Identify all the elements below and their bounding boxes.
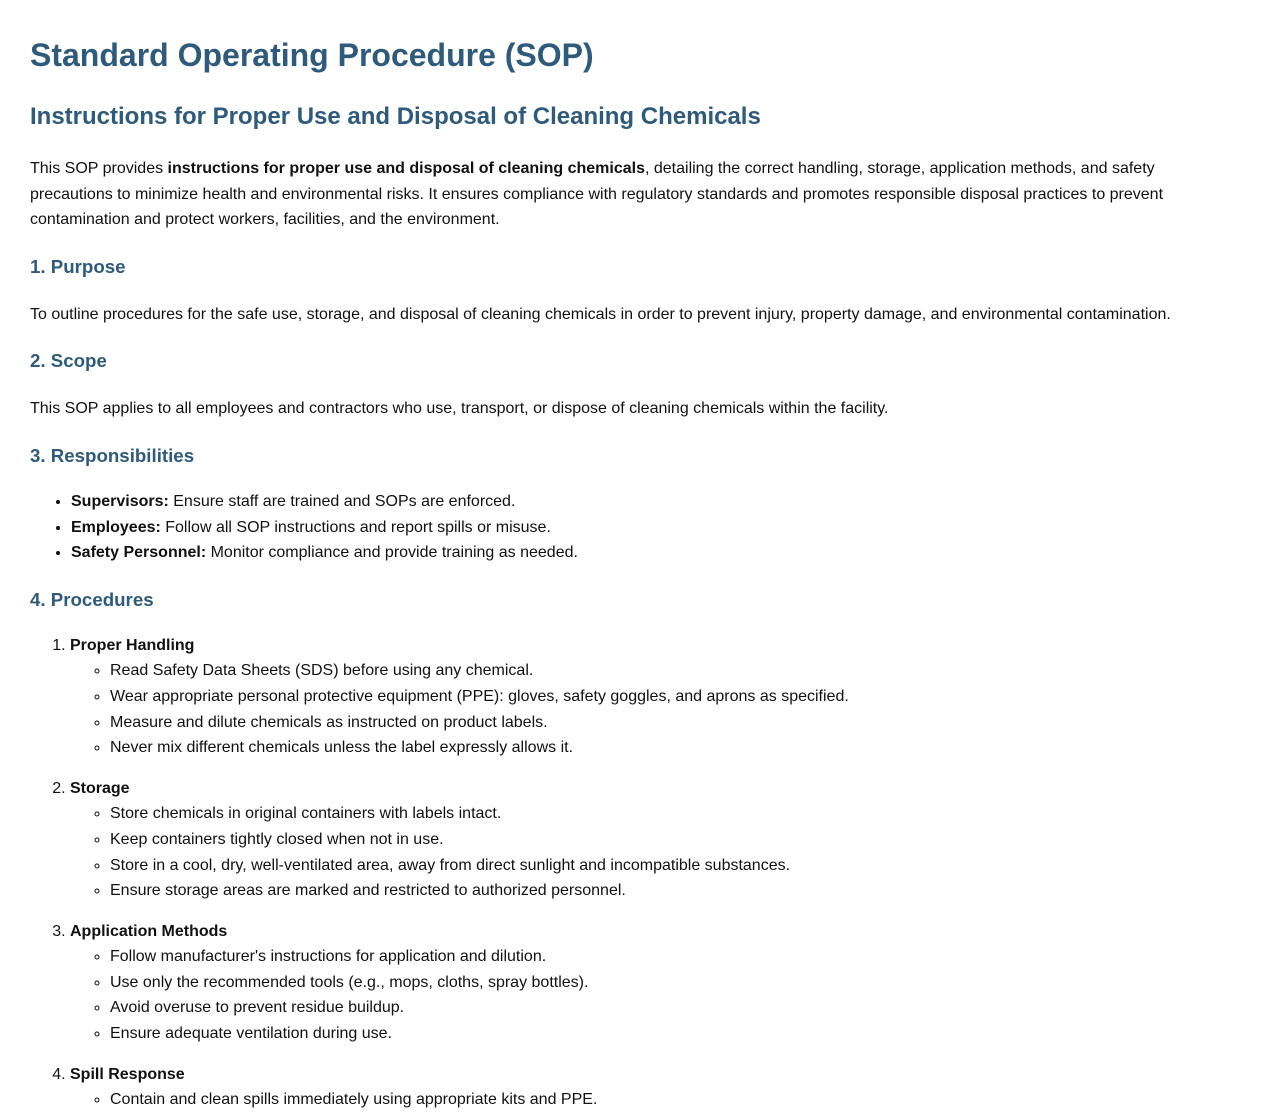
scope-heading: 2. Scope [30,350,107,372]
purpose-text: To outline procedures for the safe use, storage, and disposal of cleaning chemicals in order to prevent injury, property damage, and environmental contamination. [30,305,1171,323]
procedure-substeps [70,801,1233,903]
responsibility-text: Monitor compliance and provide training as needed. [206,544,578,562]
list-item: ◦ Store chemicals in original containers with labels intact. [110,801,1233,827]
purpose-heading: 1. Purpose [30,255,126,277]
list-item: ◦ Read Safety Data Sheets (SDS) before using any chemical. [110,658,1233,684]
intro-text-end: , detailing the correct handling, storage, application methods, and safety precautions to minimize health and environmental risks. It ensures compliance with regulatory standards and promotes responsible disposal practices to prevent contamination and protect workers, facilities, and the environment. [30,160,1164,229]
scope-text: This SOP applies to all employees and contractors who use, transport, or dispose of cleaning chemicals within the facility. [30,400,889,418]
list-item: ◦ Wear appropriate personal protective equipment (PPE): gloves, safety goggles, and aprons as specified. [110,684,1233,710]
responsibility-role: Supervisors: [71,492,169,510]
list-item: ◦ Avoid overuse to prevent residue buildup. [110,995,1233,1021]
procedure-substeps [70,944,1233,1046]
page-title: Standard Operating Procedure (SOP) [30,37,594,73]
responsibility-text: Follow all SOP instructions and report spills or misuse. [160,518,551,536]
procedure-step-title: Application Methods [70,922,228,940]
intro-text-start: This SOP provides [30,160,168,177]
responsibility-text: Ensure staff are trained and SOPs are enforced. [168,492,516,510]
list-item: ◦ Use only the recommended tools (e.g., mops, cloths, spray bottles). [110,970,1233,996]
procedure-substeps [70,658,1233,760]
responsibility-role: Safety Personnel: [71,544,207,562]
list-item: ◦ Follow manufacturer's instructions for application and dilution. [110,944,1233,970]
list-item: ◦ Ensure storage areas are marked and restricted to authorized personnel. [110,878,1233,904]
procedure-step-title: Storage [70,779,130,797]
responsibilities-list [30,489,1233,566]
procedures-list [30,633,1233,1113]
procedures-heading: 4. Procedures [30,588,154,610]
procedure-step-spill-response [70,1062,1233,1113]
list-item: ◦ Keep containers tightly closed when not in use. [110,827,1233,853]
procedure-step-handling [70,633,1233,761]
procedure-step-application [70,919,1233,1047]
procedure-step-title: Proper Handling [70,636,195,654]
responsibilities-heading: 3. Responsibilities [30,444,195,466]
responsibility-item [71,489,1233,515]
list-item: ◦ Never mix different chemicals unless the label expressly allows it. [110,735,1233,761]
list-item: ◦ Measure and dilute chemicals as instructed on product labels. [110,710,1233,736]
page-subtitle: Instructions for Proper Use and Disposal of Cleaning Chemicals [30,103,761,130]
intro-bold-phrase: instructions for proper use and disposal of cleaning chemicals [167,160,645,177]
responsibility-item [71,515,1233,541]
procedure-step-title: Spill Response [70,1065,185,1083]
responsibility-item [71,540,1233,566]
list-item: ◦ Ensure adequate ventilation during use. [110,1021,1233,1047]
procedure-substeps [70,1087,1233,1113]
list-item: ◦ Store in a cool, dry, well-ventilated area, away from direct sunlight and incompatible substances. [110,853,1233,879]
intro-paragraph [30,156,1233,233]
procedure-step-storage [70,776,1233,904]
responsibility-role: Employees: [71,518,161,536]
list-item: ◦ Contain and clean spills immediately using appropriate kits and PPE. [110,1087,1233,1113]
